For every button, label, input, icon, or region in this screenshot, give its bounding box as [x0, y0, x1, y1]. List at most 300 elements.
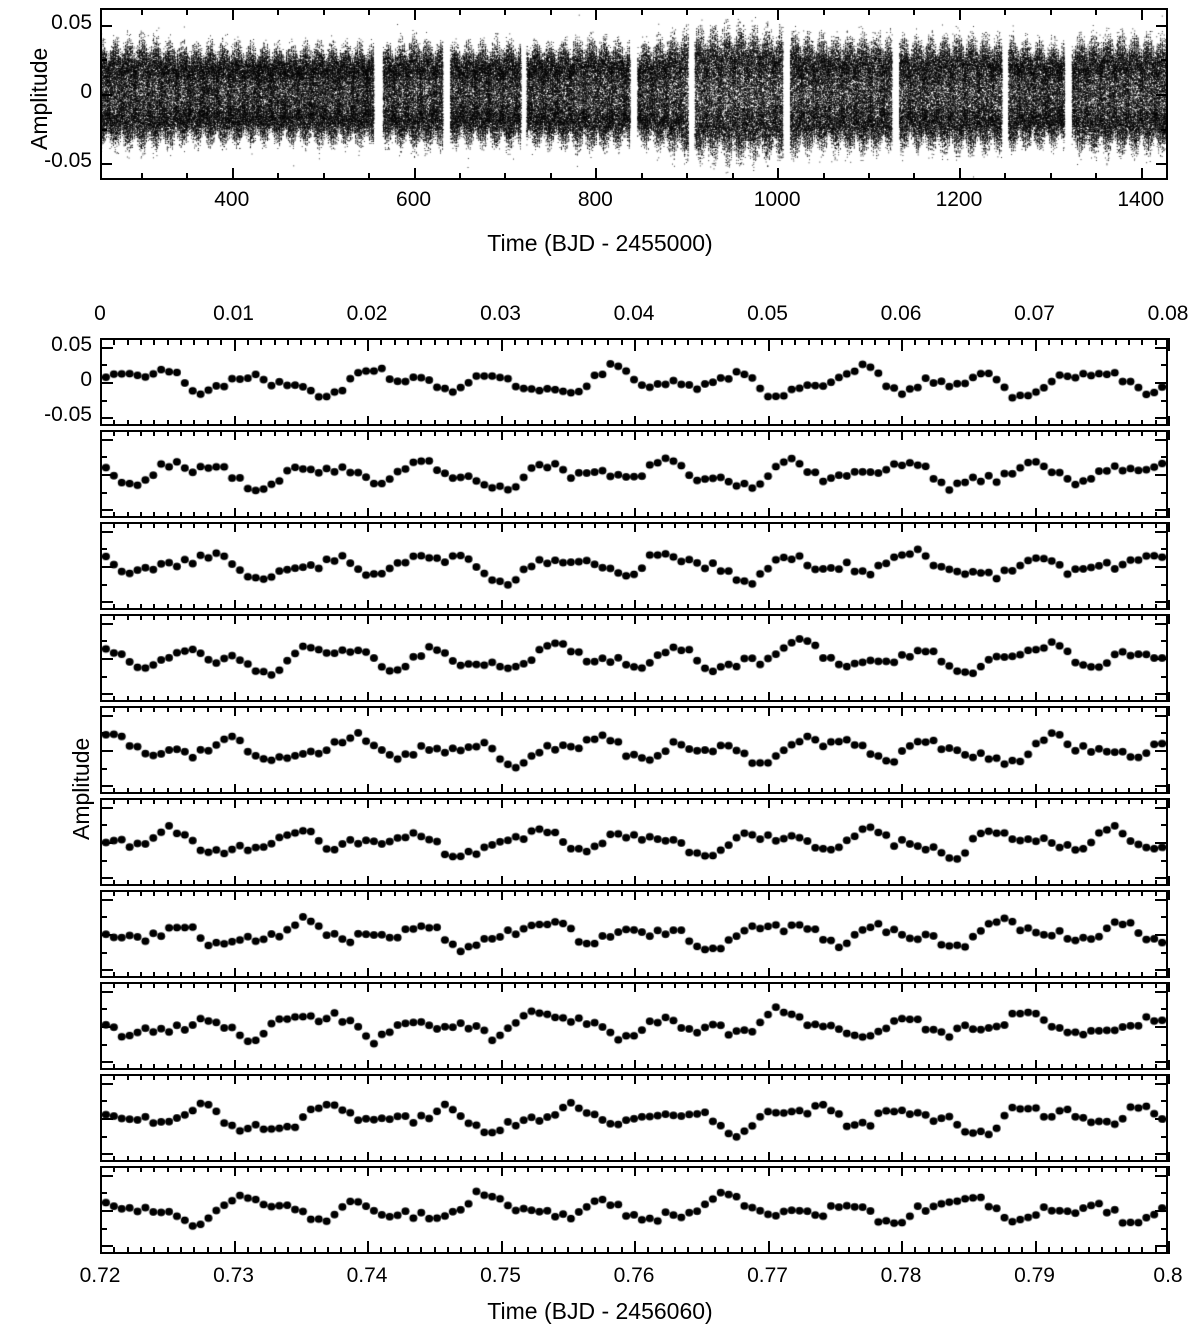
- stack-panel-minor-tick: [714, 1074, 716, 1080]
- stack-panel-minor-tick: [621, 420, 623, 426]
- stack-panel-minor-tick: [314, 1156, 316, 1162]
- stack-panel-minor-tick: [274, 1156, 276, 1162]
- stack-panel-minor-tick: [474, 706, 476, 712]
- stack-panel-minor-tick: [1048, 1074, 1050, 1080]
- stack-panel-minor-tick: [447, 1166, 449, 1172]
- stack-panel-tick: [1168, 614, 1170, 624]
- stack-panel-tick: [901, 876, 903, 886]
- stack-panel-minor-tick: [394, 430, 396, 436]
- stack-panel-minor-tick: [1088, 890, 1090, 896]
- stack-panel-minor-tick: [474, 696, 476, 702]
- stack-panel-tick: [234, 416, 236, 426]
- top-x-tick: [777, 8, 779, 20]
- stack-panel-tick: [234, 1060, 236, 1070]
- stack-panel-minor-tick: [207, 1074, 209, 1080]
- stack-panel-minor-tick: [888, 1248, 890, 1254]
- stack-panel-minor-tick: [981, 788, 983, 794]
- stack-panel-minor-tick: [167, 522, 169, 528]
- stack-panel-minor-tick: [314, 890, 316, 896]
- stack-panel-minor-tick: [180, 338, 182, 344]
- stack-panel-minor-tick: [340, 880, 342, 886]
- stack-panel-minor-tick: [861, 706, 863, 712]
- stack-panel-minor-tick: [581, 972, 583, 978]
- stack-panel-minor-tick: [727, 522, 729, 528]
- top-x-tick-label: 1000: [753, 188, 801, 211]
- stack-y-minor-tick: [1161, 1100, 1168, 1102]
- stack-panel-minor-tick: [754, 1074, 756, 1080]
- stack-panel-minor-tick: [727, 696, 729, 702]
- stack-panel-minor-tick: [781, 706, 783, 712]
- stack-panel-minor-tick: [180, 522, 182, 528]
- stack-panel-minor-tick: [180, 798, 182, 804]
- stack-panel-minor-tick: [1075, 890, 1077, 896]
- stack-panel-minor-tick: [808, 614, 810, 620]
- stack-panel-minor-tick: [1061, 696, 1063, 702]
- stack-panel-minor-tick: [447, 1064, 449, 1070]
- stack-panel-minor-tick: [193, 982, 195, 988]
- stack-panel-minor-tick: [794, 1156, 796, 1162]
- stack-panel-tick: [234, 890, 236, 900]
- stack-panel-minor-tick: [1101, 420, 1103, 426]
- stack-panel-minor-tick: [487, 512, 489, 518]
- stack-y-tick: [1155, 382, 1168, 384]
- stack-panel-minor-tick: [1075, 972, 1077, 978]
- stack-panel-tick: [768, 416, 770, 426]
- stack-panel-minor-tick: [527, 1064, 529, 1070]
- stack-panel-minor-tick: [314, 338, 316, 344]
- stack-panel-minor-tick: [380, 1156, 382, 1162]
- stack-panel-minor-tick: [674, 880, 676, 886]
- stack-panel-minor-tick: [727, 1074, 729, 1080]
- stack-panel-minor-tick: [153, 420, 155, 426]
- stack-panel-minor-tick: [621, 430, 623, 436]
- stack-panel-minor-tick: [1061, 972, 1063, 978]
- stack-panel-minor-tick: [1021, 1166, 1023, 1172]
- stack-panel-minor-tick: [834, 972, 836, 978]
- stack-panel-minor-tick: [781, 430, 783, 436]
- stack-top-tick-label: 0.07: [1014, 302, 1055, 325]
- stack-panel-minor-tick: [754, 1248, 756, 1254]
- stack-panel-minor-tick: [1101, 890, 1103, 896]
- stack-panel-minor-tick: [487, 798, 489, 804]
- stack-panel-minor-tick: [1048, 522, 1050, 528]
- stack-panel-minor-tick: [380, 1248, 382, 1254]
- stack-panel-minor-tick: [848, 696, 850, 702]
- stack-panel-minor-tick: [380, 338, 382, 344]
- stack-panel-minor-tick: [607, 972, 609, 978]
- stack-panel-minor-tick: [981, 696, 983, 702]
- stack-panel-minor-tick: [834, 604, 836, 610]
- stack-y-tick: [1155, 785, 1168, 787]
- stack-panel-tick: [367, 614, 369, 624]
- stack-panel-minor-tick: [1128, 1156, 1130, 1162]
- stack-panel-minor-tick: [674, 890, 676, 896]
- stack-panel-minor-tick: [1088, 614, 1090, 620]
- stack-panel-minor-tick: [434, 972, 436, 978]
- stack-panel-minor-tick: [647, 614, 649, 620]
- stack-panel-minor-tick: [781, 880, 783, 886]
- stack-panel-minor-tick: [661, 430, 663, 436]
- stack-panel-minor-tick: [687, 880, 689, 886]
- stack-panel-minor-tick: [274, 788, 276, 794]
- stack-panel-minor-tick: [327, 430, 329, 436]
- stack-panel-minor-tick: [153, 604, 155, 610]
- stack-panel-minor-tick: [1088, 972, 1090, 978]
- stack-panel-minor-tick: [1061, 1064, 1063, 1070]
- stack-panel-minor-tick: [821, 982, 823, 988]
- stack-panel-minor-tick: [354, 604, 356, 610]
- stack-y-minor-tick: [100, 584, 107, 586]
- stack-panel-tick: [234, 706, 236, 716]
- stack-panel-minor-tick: [1008, 420, 1010, 426]
- stack-panel-tick: [768, 600, 770, 610]
- stack-panel-minor-tick: [260, 614, 262, 620]
- stack-panel-minor-tick: [113, 522, 115, 528]
- stack-panel-minor-tick: [1141, 890, 1143, 896]
- stack-panel-minor-tick: [380, 788, 382, 794]
- stack-panel-minor-tick: [888, 982, 890, 988]
- stack-panel-minor-tick: [420, 798, 422, 804]
- stack-y-minor-tick: [100, 1136, 107, 1138]
- stack-panel-minor-tick: [1128, 604, 1130, 610]
- stack-panel-minor-tick: [287, 1248, 289, 1254]
- stack-panel-minor-tick: [527, 430, 529, 436]
- stack-panel-minor-tick: [541, 972, 543, 978]
- stack-panel-minor-tick: [140, 614, 142, 620]
- stack-panel-minor-tick: [821, 1064, 823, 1070]
- stack-panel-minor-tick: [981, 972, 983, 978]
- stack-panel-minor-tick: [621, 706, 623, 712]
- stack-panel-minor-tick: [674, 972, 676, 978]
- top-x-minor-tick: [459, 173, 461, 180]
- stack-panel-minor-tick: [928, 522, 930, 528]
- stack-panel-minor-tick: [1101, 1248, 1103, 1254]
- stack-panel-minor-tick: [567, 706, 569, 712]
- stack-panel-minor-tick: [153, 1156, 155, 1162]
- stack-panel-minor-tick: [287, 798, 289, 804]
- stack-panel-tick: [768, 982, 770, 992]
- stack-panel-tick: [234, 1244, 236, 1254]
- stack-panel-minor-tick: [701, 1064, 703, 1070]
- stack-panel-minor-tick: [340, 890, 342, 896]
- stack-panel-minor-tick: [861, 522, 863, 528]
- stack-panel-minor-tick: [994, 522, 996, 528]
- stack-panel-minor-tick: [661, 522, 663, 528]
- stack-y-minor-tick: [1161, 860, 1168, 862]
- stack-panel-points: [102, 984, 1166, 1068]
- stack-panel-minor-tick: [434, 982, 436, 988]
- stack-panel-tick: [100, 784, 102, 794]
- stack-panel-minor-tick: [260, 880, 262, 886]
- stack-panel-tick: [234, 798, 236, 808]
- stack-panel-minor-tick: [527, 522, 529, 528]
- stack-panel-minor-tick: [928, 1074, 930, 1080]
- stack-panel-minor-tick: [541, 614, 543, 620]
- stack-panel-tick: [501, 430, 503, 440]
- stack-panel-minor-tick: [714, 1064, 716, 1070]
- stack-panel-minor-tick: [954, 430, 956, 436]
- stack-panel-minor-tick: [621, 1166, 623, 1172]
- stack-panel-minor-tick: [1101, 972, 1103, 978]
- stack-panel-minor-tick: [460, 430, 462, 436]
- stack-panel-minor-tick: [741, 1074, 743, 1080]
- stack-panel-minor-tick: [420, 420, 422, 426]
- stack-panel-minor-tick: [340, 1156, 342, 1162]
- stack-panel-minor-tick: [554, 982, 556, 988]
- top-x-minor-tick: [277, 173, 279, 180]
- stack-panel-minor-tick: [674, 614, 676, 620]
- stack-panel-minor-tick: [687, 338, 689, 344]
- stack-panel-minor-tick: [567, 890, 569, 896]
- stack-panel-minor-tick: [113, 1166, 115, 1172]
- stack-panel-minor-tick: [994, 338, 996, 344]
- stack-panel-minor-tick: [1141, 420, 1143, 426]
- stack-panel-minor-tick: [460, 880, 462, 886]
- stack-panel-minor-tick: [380, 1064, 382, 1070]
- stack-panel-minor-tick: [193, 706, 195, 712]
- stack-panel-minor-tick: [874, 614, 876, 620]
- stack-panel-minor-tick: [247, 982, 249, 988]
- stack-panel-minor-tick: [808, 982, 810, 988]
- stack-y-minor-tick: [1161, 824, 1168, 826]
- stack-panel-minor-tick: [834, 880, 836, 886]
- stack-panel-minor-tick: [621, 522, 623, 528]
- stack-panel-minor-tick: [113, 420, 115, 426]
- stack-y-tick: [1155, 991, 1168, 993]
- stack-panel-minor-tick: [1128, 512, 1130, 518]
- stack-panel-minor-tick: [380, 696, 382, 702]
- stack-panel-minor-tick: [460, 890, 462, 896]
- stack-panel-minor-tick: [274, 972, 276, 978]
- stack-top-tick-label: 0.02: [346, 302, 388, 325]
- stack-panel-minor-tick: [874, 338, 876, 344]
- stack-panel-minor-tick: [1061, 1156, 1063, 1162]
- stack-panel-minor-tick: [981, 798, 983, 804]
- stack-panel-minor-tick: [1088, 420, 1090, 426]
- stack-panel-minor-tick: [994, 1074, 996, 1080]
- stack-panel-minor-tick: [1048, 1248, 1050, 1254]
- stack-panel-minor-tick: [1088, 1166, 1090, 1172]
- stack-panel-tick: [501, 1074, 503, 1084]
- top-x-tick-label: 400: [214, 188, 250, 211]
- stack-panel-minor-tick: [687, 430, 689, 436]
- stack-panel-minor-tick: [153, 696, 155, 702]
- stack-panel-minor-tick: [274, 512, 276, 518]
- stack-panel-tick: [768, 876, 770, 886]
- stack-panel-minor-tick: [661, 604, 663, 610]
- stack-panel-minor-tick: [1115, 512, 1117, 518]
- stack-panel-minor-tick: [380, 512, 382, 518]
- stack-panel-tick: [501, 614, 503, 624]
- stack-panel-minor-tick: [260, 1064, 262, 1070]
- stack-panel-minor-tick: [207, 1156, 209, 1162]
- stack-panel-minor-tick: [1141, 696, 1143, 702]
- stack-panel-minor-tick: [661, 706, 663, 712]
- stack-panel-minor-tick: [327, 1156, 329, 1162]
- stack-panel-minor-tick: [420, 1166, 422, 1172]
- stack-panel-minor-tick: [474, 614, 476, 620]
- stack-panel-minor-tick: [674, 512, 676, 518]
- stack-panel-minor-tick: [647, 788, 649, 794]
- stack-panel-minor-tick: [808, 1248, 810, 1254]
- stack-panel-minor-tick: [808, 1166, 810, 1172]
- stack-panel-minor-tick: [567, 614, 569, 620]
- stack-panel-minor-tick: [487, 788, 489, 794]
- stack-y-tick: [1155, 658, 1168, 660]
- stack-panel-minor-tick: [914, 890, 916, 896]
- stack-panel-minor-tick: [287, 982, 289, 988]
- stack-panel-minor-tick: [527, 1248, 529, 1254]
- stack-panel-minor-tick: [914, 706, 916, 712]
- stack-panel-minor-tick: [647, 512, 649, 518]
- stack-panel-minor-tick: [607, 788, 609, 794]
- stack-panel-tick: [367, 1074, 369, 1084]
- stack-panel-minor-tick: [274, 522, 276, 528]
- stack-panel-minor-tick: [127, 1064, 129, 1070]
- top-y-tick: [1156, 163, 1168, 165]
- stack-panel-minor-tick: [193, 420, 195, 426]
- stack-panel-minor-tick: [420, 972, 422, 978]
- stack-panel-minor-tick: [794, 614, 796, 620]
- stack-panel-tick: [501, 600, 503, 610]
- stack-panel-minor-tick: [928, 890, 930, 896]
- stack-panel-minor-tick: [714, 522, 716, 528]
- stack-panel-minor-tick: [153, 880, 155, 886]
- stack-panel-tick: [234, 1074, 236, 1084]
- stack-panel-minor-tick: [1008, 604, 1010, 610]
- stack-panel-minor-tick: [567, 1074, 569, 1080]
- stack-panel-minor-tick: [167, 430, 169, 436]
- stack-panel-minor-tick: [821, 1156, 823, 1162]
- stack-y-minor-tick: [100, 456, 107, 458]
- stack-panel-tick: [768, 1244, 770, 1254]
- top-x-tick: [414, 168, 416, 180]
- stack-panel-minor-tick: [781, 1064, 783, 1070]
- stack-panel-minor-tick: [1128, 1064, 1130, 1070]
- stack-panel-minor-tick: [407, 614, 409, 620]
- stack-panel-minor-tick: [1088, 1248, 1090, 1254]
- stack-panel-minor-tick: [914, 1156, 916, 1162]
- stack-panel-minor-tick: [554, 880, 556, 886]
- stack-panel-tick: [1035, 968, 1037, 978]
- stack-panel-minor-tick: [1021, 890, 1023, 896]
- stack-panel-minor-tick: [1048, 982, 1050, 988]
- stack-panel-minor-tick: [1128, 1166, 1130, 1172]
- stack-panel-minor-tick: [274, 420, 276, 426]
- stack-panel-minor-tick: [954, 614, 956, 620]
- stack-panel-minor-tick: [954, 1166, 956, 1172]
- stack-panel-minor-tick: [127, 972, 129, 978]
- stack-panel-minor-tick: [647, 1064, 649, 1070]
- stack-panel-minor-tick: [167, 1156, 169, 1162]
- top-x-minor-tick: [368, 8, 370, 15]
- stack-panel-minor-tick: [594, 522, 596, 528]
- stack-y-minor-tick: [100, 860, 107, 862]
- stack-panel-minor-tick: [127, 1074, 129, 1080]
- stack-panel-minor-tick: [541, 1156, 543, 1162]
- top-x-minor-tick: [641, 8, 643, 15]
- stack-panel-minor-tick: [754, 706, 756, 712]
- top-x-tick: [414, 8, 416, 20]
- stack-panel-tick: [367, 1166, 369, 1176]
- stack-panel-tick: [1168, 968, 1170, 978]
- stack-panel-minor-tick: [1075, 1064, 1077, 1070]
- stack-panel-minor-tick: [928, 706, 930, 712]
- stack-panel-minor-tick: [167, 880, 169, 886]
- stack-panel-minor-tick: [1021, 512, 1023, 518]
- stack-panel-minor-tick: [1075, 982, 1077, 988]
- stack-panel-minor-tick: [1155, 972, 1157, 978]
- stack-panel-minor-tick: [888, 706, 890, 712]
- stack-panel-minor-tick: [661, 972, 663, 978]
- stack-panel-minor-tick: [981, 338, 983, 344]
- stack-panel-minor-tick: [447, 972, 449, 978]
- stack-panel-minor-tick: [687, 1064, 689, 1070]
- stack-panel-minor-tick: [928, 982, 930, 988]
- stack-top-tick-label: 0.03: [480, 302, 521, 325]
- stack-panel-minor-tick: [727, 604, 729, 610]
- stack-panel-minor-tick: [247, 798, 249, 804]
- stack-panel-minor-tick: [1075, 788, 1077, 794]
- stack-panel-minor-tick: [113, 982, 115, 988]
- stack-panel-tick: [901, 1074, 903, 1084]
- stack-panel-tick: [1168, 798, 1170, 808]
- stack-panel-minor-tick: [193, 614, 195, 620]
- stack-y-tick: [1155, 623, 1168, 625]
- stack-panel-minor-tick: [420, 982, 422, 988]
- stack-panel-minor-tick: [581, 696, 583, 702]
- stack-panel-tick: [1035, 416, 1037, 426]
- stack-panel-minor-tick: [874, 706, 876, 712]
- stack-panel-minor-tick: [113, 614, 115, 620]
- stack-panel-tick: [901, 1152, 903, 1162]
- stack-panel-minor-tick: [594, 1156, 596, 1162]
- stack-panel-minor-tick: [193, 1248, 195, 1254]
- stack-panel-minor-tick: [808, 706, 810, 712]
- stack-panel-minor-tick: [327, 1248, 329, 1254]
- stack-panel-minor-tick: [300, 1156, 302, 1162]
- stack-panel-minor-tick: [861, 788, 863, 794]
- stack-panel-tick: [100, 798, 102, 808]
- stack-panel-minor-tick: [581, 1166, 583, 1172]
- stack-panel-minor-tick: [1048, 512, 1050, 518]
- stack-panel-minor-tick: [701, 522, 703, 528]
- stack-panel-minor-tick: [794, 788, 796, 794]
- top-y-minor-tick: [1161, 129, 1168, 131]
- stack-panel: [100, 706, 1168, 794]
- stack-panel-tick: [234, 784, 236, 794]
- stack-panel-minor-tick: [220, 512, 222, 518]
- stack-panel-minor-tick: [968, 1156, 970, 1162]
- stack-panel-minor-tick: [541, 1166, 543, 1172]
- stack-panel-minor-tick: [380, 522, 382, 528]
- stack-panel-minor-tick: [1128, 982, 1130, 988]
- stack-panel-tick: [901, 416, 903, 426]
- stack-panel-minor-tick: [474, 890, 476, 896]
- stack-panel-minor-tick: [1141, 1166, 1143, 1172]
- stack-panel-minor-tick: [487, 420, 489, 426]
- stack-panel-minor-tick: [928, 696, 930, 702]
- stack-panel-minor-tick: [407, 890, 409, 896]
- stack-panel-minor-tick: [701, 338, 703, 344]
- stack-y-minor-tick: [1161, 768, 1168, 770]
- stack-panel-minor-tick: [207, 420, 209, 426]
- stack-panel-minor-tick: [354, 706, 356, 712]
- stack-panel-minor-tick: [794, 522, 796, 528]
- stack-panel-tick: [234, 692, 236, 702]
- stack-panel-minor-tick: [888, 1074, 890, 1080]
- stack-panel-minor-tick: [674, 1064, 676, 1070]
